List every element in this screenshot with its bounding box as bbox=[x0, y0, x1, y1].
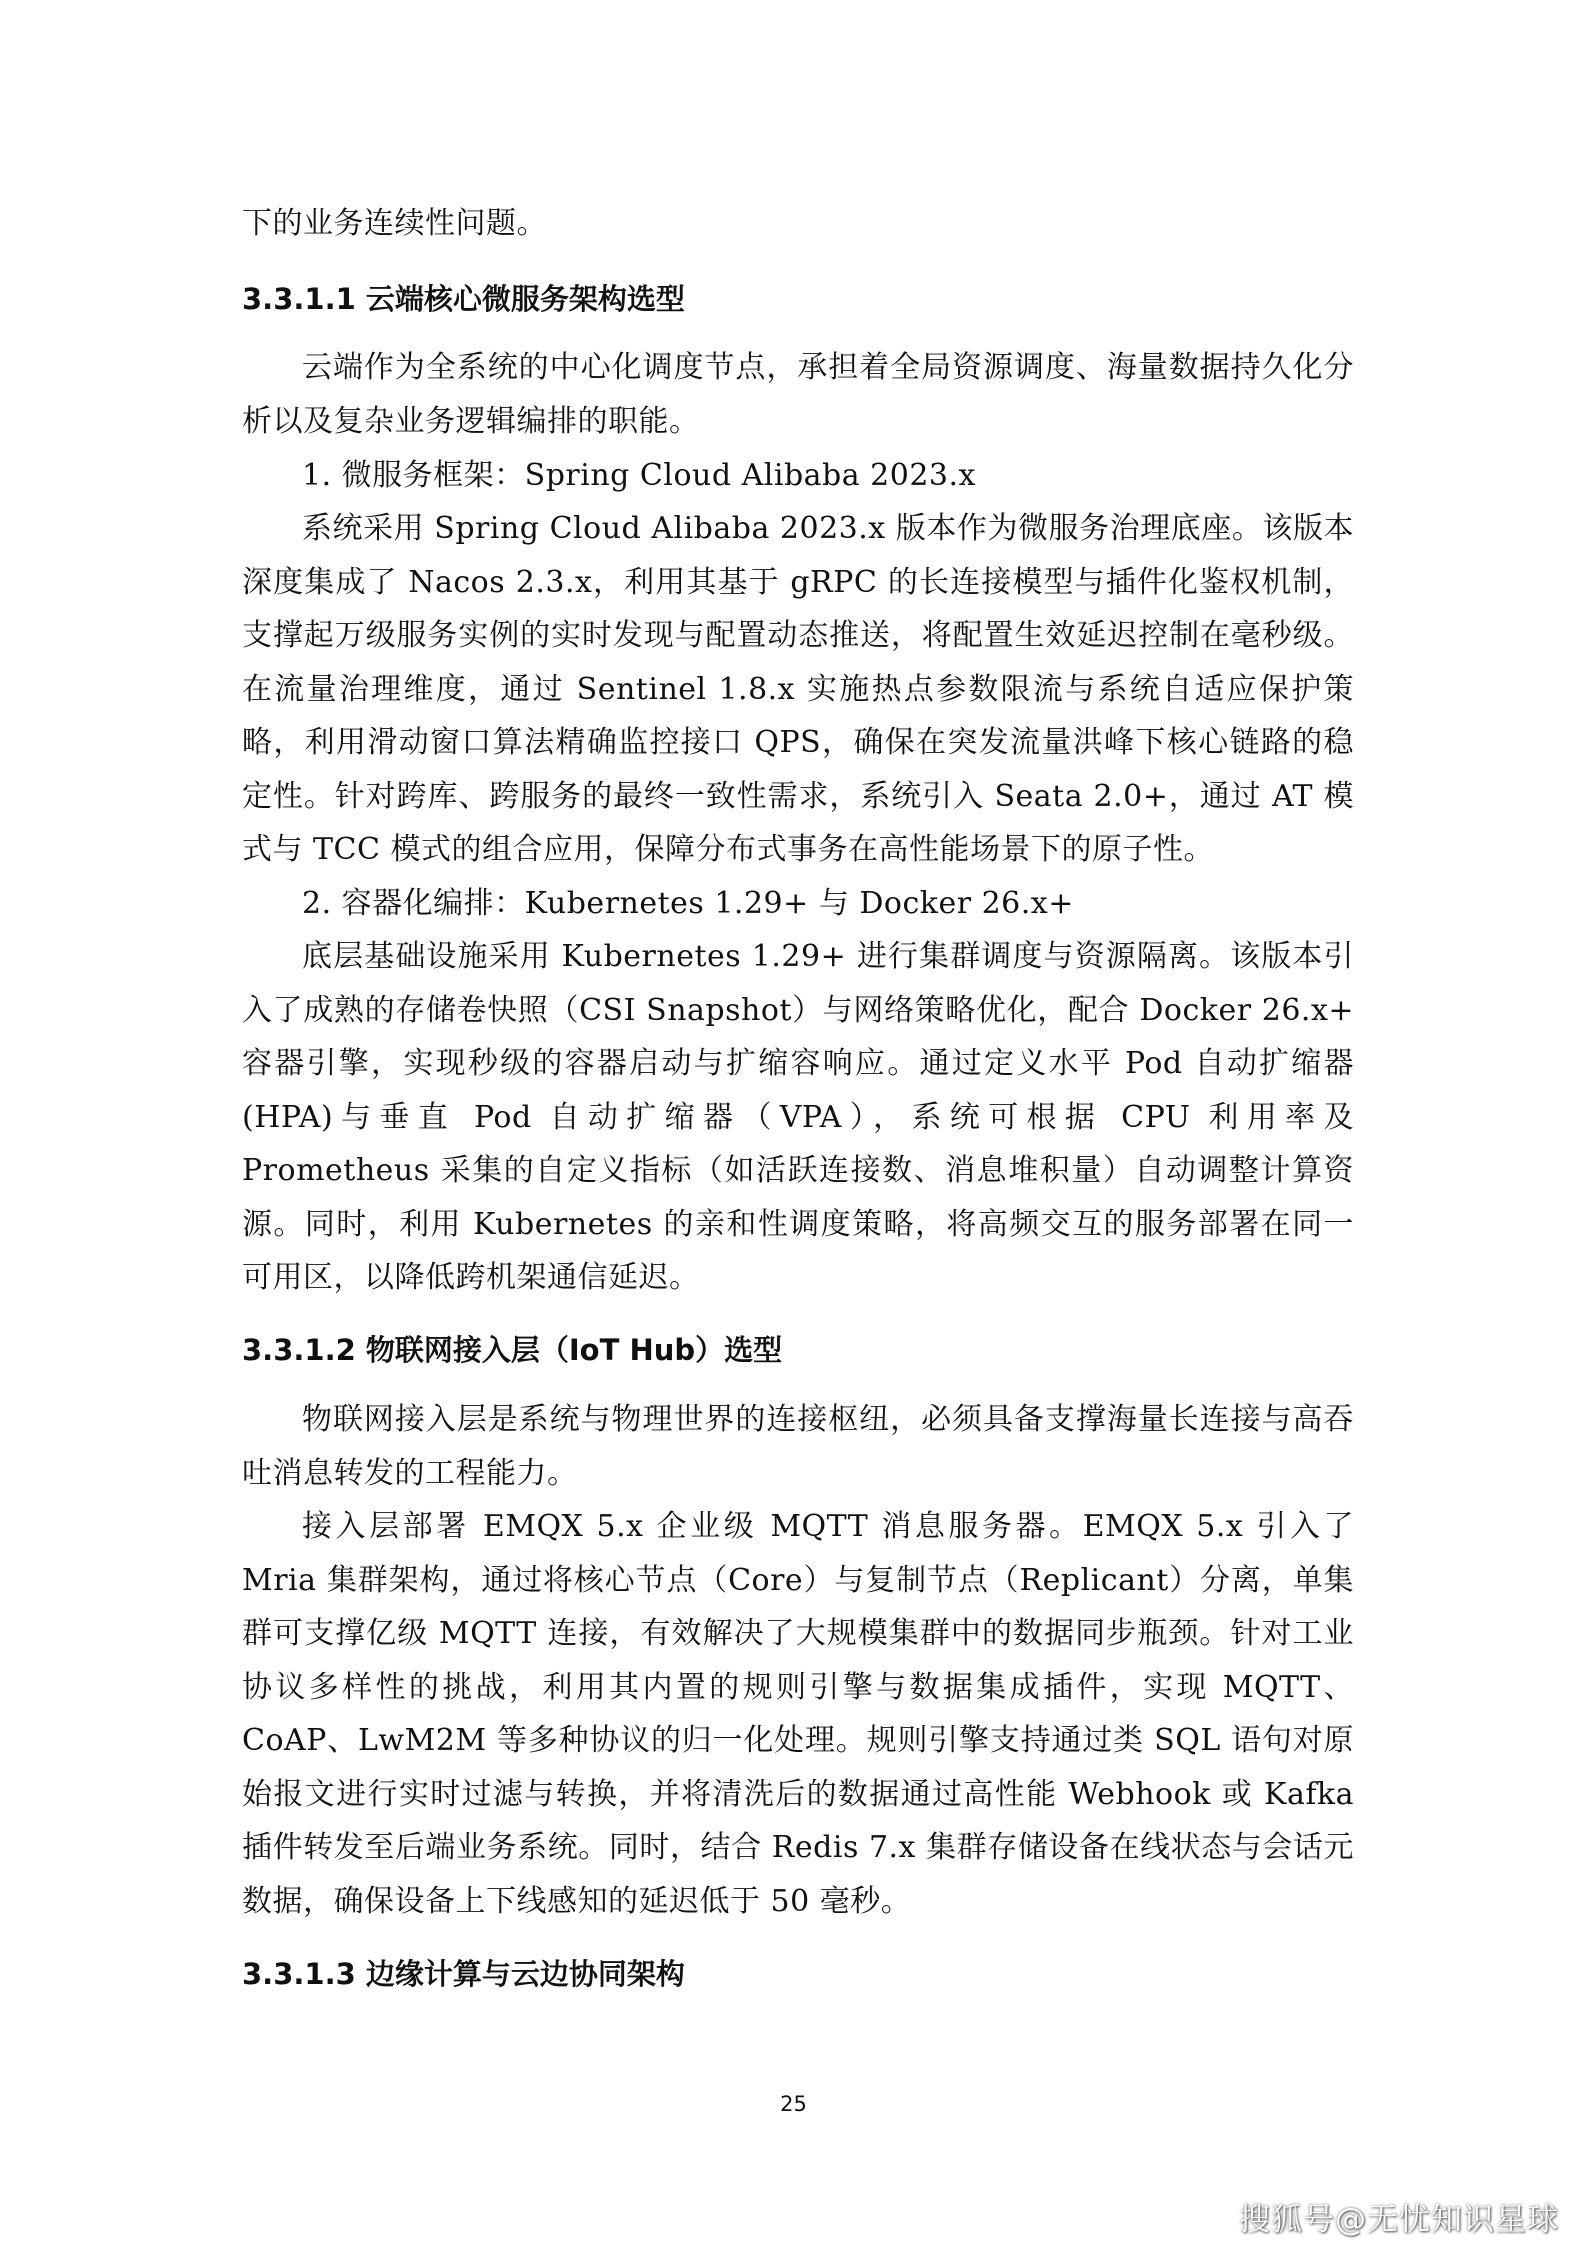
section-heading-3-3-1-3: 3.3.1.3 边缘计算与云边协同架构 bbox=[242, 1957, 685, 1991]
list-item-microservice-framework: 1. 微服务框架：Spring Cloud Alibaba 2023.x bbox=[302, 458, 976, 493]
paragraph-iot-intro: 物联网接入层是系统与物理世界的连接枢纽，必须具备支撑海量长连接与高吞吐消息转发的工程能力。 bbox=[242, 1402, 1354, 1491]
list-item-container-orchestration: 2. 容器化编排：Kubernetes 1.29+ 与 Docker 26.x+ bbox=[302, 886, 1074, 921]
page-number: 25 bbox=[780, 2092, 807, 2116]
paragraph-kubernetes: 底层基础设施采用 Kubernetes 1.29+ 进行集群调度与资源隔离。该版本引入了成熟的存储卷快照（CSI Snapshot）与网络策略优化，配合 Docker 26.x+ 容器引擎，实现秒级的容器启动与扩缩容响应。通过定义水平 Pod 自动扩缩器(HPA)与垂直 Pod 自动扩缩器（VPA），系统可根据 CPU 利用率及 Prometheus 采集的自定义指标（如活跃连接数、消息堆积量）自动调整计算资源。同时，利用 Kubernetes 的亲和性调度策略，将高频交互的服务部署在同一可用区，以降低跨机架通信延迟。 bbox=[242, 939, 1354, 1295]
paragraph-emqx: 接入层部署 EMQX 5.x 企业级 MQTT 消息服务器。EMQX 5.x 引入了 Mria 集群架构，通过将核心节点（Core）与复制节点（Replicant）分离，单集群可支撑亿级 MQTT 连接，有效解决了大规模集群中的数据同步瓶颈。针对工业协议多样性的挑战，利用其内置的规则引擎与数据集成插件，实现 MQTT、CoAP、LwM2M 等多种协议的归一化处理。规则引擎支持通过类 SQL 语句对原始报文进行实时过滤与转换，并将清洗后的数据通过高性能 Webhook 或 Kafka 插件转发至后端业务系统。同时，结合 Redis 7.x 集群存储设备在线状态与会话元数据，确保设备上下线感知的延迟低于 50 毫秒。 bbox=[242, 1509, 1354, 1919]
section-heading-3-3-1-1: 3.3.1.1 云端核心微服务架构选型 bbox=[242, 282, 685, 316]
paragraph-cloud-intro: 云端作为全系统的中心化调度节点，承担着全局资源调度、海量数据持久化分析以及复杂业务逻辑编排的职能。 bbox=[242, 350, 1354, 439]
section-heading-3-3-1-2: 3.3.1.2 物联网接入层（IoT Hub）选型 bbox=[242, 1333, 783, 1367]
paragraph-continuation: 下的业务连续性问题。 bbox=[242, 206, 547, 241]
paragraph-spring-cloud: 系统采用 Spring Cloud Alibaba 2023.x 版本作为微服务治理底座。该版本深度集成了 Nacos 2.3.x，利用其基于 gRPC 的长连接模型与插件化鉴权机制，支撑起万级服务实例的实时发现与配置动态推送，将配置生效延迟控制在毫秒级。在流量治理维度，通过 Sentinel 1.8.x 实施热点参数限流与系统自适应保护策略，利用滑动窗口算法精确监控接口 QPS，确保在突发流量洪峰下核心链路的稳定性。针对跨库、跨服务的最终一致性需求，系统引入 Seata 2.0+，通过 AT 模式与 TCC 模式的组合应用，保障分布式事务在高性能场景下的原子性。 bbox=[242, 511, 1354, 867]
watermark: 搜狐号@无忧知识星球 bbox=[1239, 2202, 1559, 2238]
